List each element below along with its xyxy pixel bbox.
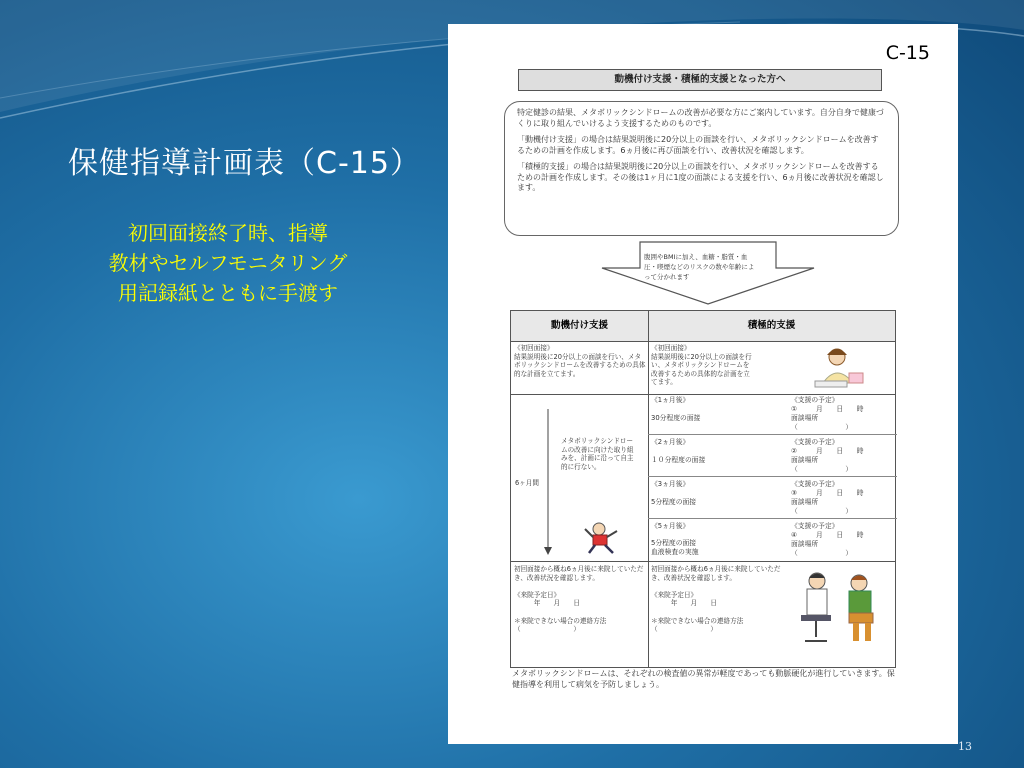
schedule-month: 《1ヵ月後》 [651,396,690,404]
schedule-paren: （ ） [791,423,853,431]
intro-paragraph: 「動機付け支援」の場合は結果説明後に20分以上の面談を行い、メタボリックシンドロームを改善するための計画を作成します。6ヵ月後に再び面談を行い、改善状況を確認します。 [517,135,879,155]
schedule-date: 月 日 時 [816,405,864,413]
schedule-place: 面談場所 [791,456,819,464]
note-line: 初回面接終了時、指導 [128,221,328,245]
schedule-number: ② [791,447,798,455]
schedule-date: 月 日 時 [816,489,864,497]
schedule-paren: （ ） [791,507,853,515]
schedule-paren: （ ） [791,465,853,473]
intro-box [504,101,899,236]
table-divider [648,311,649,667]
schedule-place: 面談場所 [791,498,819,506]
woman-writing-illustration [811,345,867,391]
note-line: 用記録紙とともに手渡す [118,281,338,305]
exercising-man-illustration [583,519,623,555]
note-line: 教材やセルフモニタリング [108,251,348,275]
schedule-number: ③ [791,489,798,497]
schedule-month: 《3ヵ月後》 [651,480,690,488]
document-header: 動機付け支援・積極的支援となった方へ [518,69,882,91]
schedule-paren: （ ） [791,549,853,557]
initial-left: 《初回面接》 結果説明後に20分以上の面談を行い、メタボリックシンドロームを改善するための具体的な計画を立てます。 [514,344,646,378]
row-divider [648,476,897,477]
row-divider [511,561,895,562]
initial-right: 《初回面接》 結果説明後に20分以上の面談を行い、メタボリックシンドロームを改善するための具体的な計画を立てます。 [651,344,752,387]
intro-paragraph: 「積極的支援」の場合は結果説明後に20分以上の面談を行い、メタボリックシンドロームを改善するための計画を作成します。その後は1ヶ月に1度の面談による支援を行い、6ヵ月後に改善状況を確認します。 [517,162,884,192]
schedule-plan-label: 《支援の予定》 [791,438,839,446]
schedule-item: 5分程度の面接 血液検査の実施 [651,539,699,556]
self-effort-text: メタボリックシンドロームの改善に向けた取り組みを、計画に沿って自主的に行ない。 [561,437,634,471]
col-header-motivational: 動機付け支援 [511,311,649,342]
document-code: C-15 [885,42,930,64]
schedule-number: ① [791,405,798,413]
slide-number: 13 [958,740,972,753]
footer-text: メタボリックシンドロームは、それぞれの検査値の異常が軽度であっても動脈硬化が進行していきます。保健指導を利用して病気を予防しましょう。 [512,669,895,689]
schedule-month: 《2ヵ月後》 [651,438,690,446]
schedule-month: 《5ヵ月後》 [651,522,690,530]
schedule-plan-label: 《支援の予定》 [791,480,839,488]
slide-note [78,218,378,308]
row-divider [511,394,895,395]
schedule-date: 月 日 時 [816,447,864,455]
schedule-plan-label: 《支援の予定》 [791,396,839,404]
arrow-text: 腹囲やBMIに加え、血糖・脂質・血圧・喫煙などのリスクの数や年齢によって分かれます [644,253,755,281]
period-label: 6ヶ月間 [515,479,539,487]
col-header-active: 積極的支援 [648,311,895,342]
schedule-date: 月 日 時 [816,531,864,539]
schedule-place: 面談場所 [791,414,819,422]
schedule-plan-label: 《支援の予定》 [791,522,839,530]
schedule-item: 5分程度の面接 [651,498,697,506]
schedule-item: １０分程度の面接 [651,456,706,464]
slide-title: 保健指導計画表（C-15） [68,146,421,181]
schedule-place: 面談場所 [791,540,819,548]
row-divider [648,434,897,435]
period-arrow [543,407,553,557]
schedule-number: ④ [791,531,798,539]
consultation-illustration [795,567,891,651]
final-left: 初回面接から概ね6ヵ月後に来院していただき、改善状況を確認します。 《来院予定日》 年 月 日 ＊来院できない場合の連絡方法 （ ） [514,565,644,634]
document-image [448,24,958,744]
row-divider [648,518,897,519]
final-right: 初回面接から概ね6ヵ月後に来院していただき、改善状況を確認します。 《来院予定日》 年 月 日 ＊来院できない場合の連絡方法 （ ） [651,565,781,634]
intro-paragraph: 特定健診の結果、メタボリックシンドロームの改善が必要な方にご案内しています。自分自身で健康づくりに取り組んでいけるよう支援するためのものです。 [517,108,884,128]
schedule-item: 30分程度の面接 [651,414,701,422]
support-table [510,310,896,668]
